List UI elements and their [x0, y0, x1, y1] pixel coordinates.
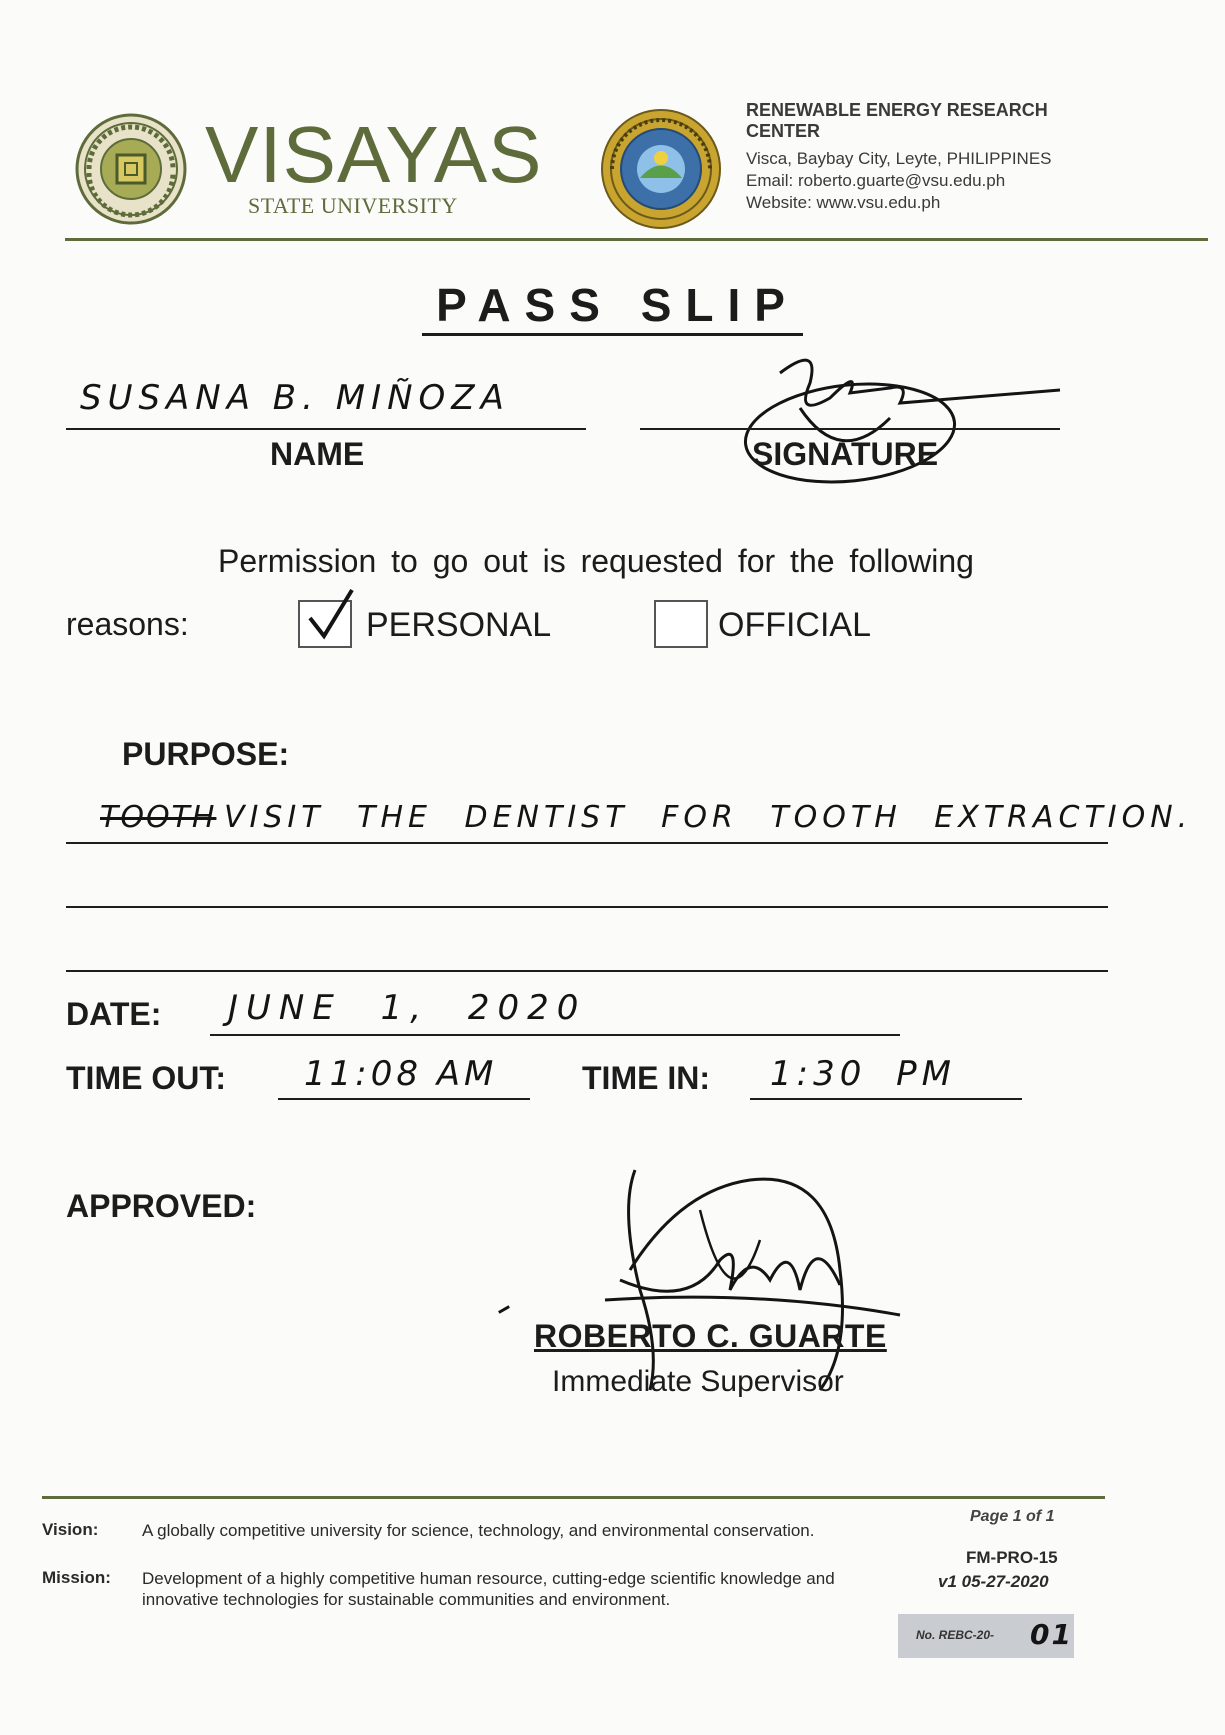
time-out-label: TIME OUT: — [66, 1060, 226, 1096]
purpose-line-3 — [66, 970, 1108, 972]
time-out-line — [278, 1098, 530, 1100]
checkmark-icon — [302, 586, 358, 640]
signature-label: SIGNATURE — [752, 436, 939, 472]
name-line — [66, 428, 586, 430]
control-number-value[interactable]: 01 — [1030, 1618, 1073, 1651]
signature-tick — [498, 1305, 510, 1314]
vision-text: A globally competitive university for science, technology, and environmental conservation. — [142, 1521, 815, 1540]
center-website: Website: www.vsu.edu.ph — [746, 193, 941, 212]
mission-text: Development of a highly competitive human resource, cutting-edge scientific knowledge and innovative technologies for sustainable communities and environment. — [142, 1569, 835, 1609]
personal-option-label: PERSONAL — [366, 606, 552, 644]
vision-label: Vision: — [42, 1520, 99, 1539]
university-name: VISAYAS — [205, 110, 543, 199]
page-number: Page 1 of 1 — [970, 1508, 1055, 1525]
purpose-value[interactable]: VISIT THE DENTIST FOR TOOTH EXTRACTION. — [224, 800, 1193, 835]
vsu-seal-icon — [75, 113, 187, 225]
university-subtitle: STATE UNIVERSITY — [248, 193, 458, 218]
form-version: v1 05-27-2020 — [938, 1572, 1049, 1591]
date-label: DATE: — [66, 996, 162, 1032]
official-option-label: OFFICIAL — [718, 606, 872, 644]
personal-checkbox[interactable] — [298, 600, 352, 648]
approver-name: ROBERTO C. GUARTE — [534, 1318, 887, 1354]
name-value[interactable]: SUSANA B. MIÑOZA — [80, 378, 510, 418]
control-number-box — [898, 1614, 1074, 1658]
name-label: NAME — [270, 436, 365, 472]
center-email: Email: roberto.guarte@vsu.edu.ph — [746, 171, 1006, 190]
footer-divider — [42, 1496, 1105, 1499]
page-title — [0, 278, 1225, 332]
center-address: Visca, Baybay City, Leyte, PHILIPPINES — [746, 149, 1052, 168]
permission-text: Permission to go out is requested for the following — [218, 543, 974, 579]
form-code: FM-PRO-15 — [966, 1548, 1058, 1567]
official-checkbox[interactable] — [654, 600, 708, 648]
header-divider — [65, 238, 1208, 241]
time-in-value[interactable]: 1:30 PM — [770, 1054, 956, 1094]
rerc-seal-icon — [600, 108, 722, 230]
center-name: RENEWABLE ENERGY RESEARCH CENTER — [746, 100, 1048, 141]
mission-label: Mission: — [42, 1568, 111, 1587]
approver-signature — [600, 1150, 940, 1400]
time-in-label: TIME IN: — [582, 1060, 710, 1096]
reasons-label: reasons: — [66, 606, 189, 642]
approved-label: APPROVED: — [66, 1188, 257, 1224]
signature-line — [640, 428, 1060, 430]
title-text: PASS SLIP — [422, 279, 803, 336]
purpose-struck-word: TOOTH — [100, 800, 217, 835]
date-line — [210, 1034, 900, 1036]
purpose-label: PURPOSE: — [122, 736, 290, 772]
approver-title: Immediate Supervisor — [552, 1365, 844, 1398]
center-contact — [746, 148, 1052, 214]
control-number-prefix: No. REBC-20- — [916, 1628, 995, 1642]
time-in-line — [750, 1098, 1022, 1100]
time-out-value[interactable]: 11:08 AM — [304, 1054, 498, 1094]
purpose-line-1 — [66, 842, 1108, 844]
date-value[interactable]: JUNE 1, 2020 — [228, 988, 587, 1028]
purpose-line-2 — [66, 906, 1108, 908]
